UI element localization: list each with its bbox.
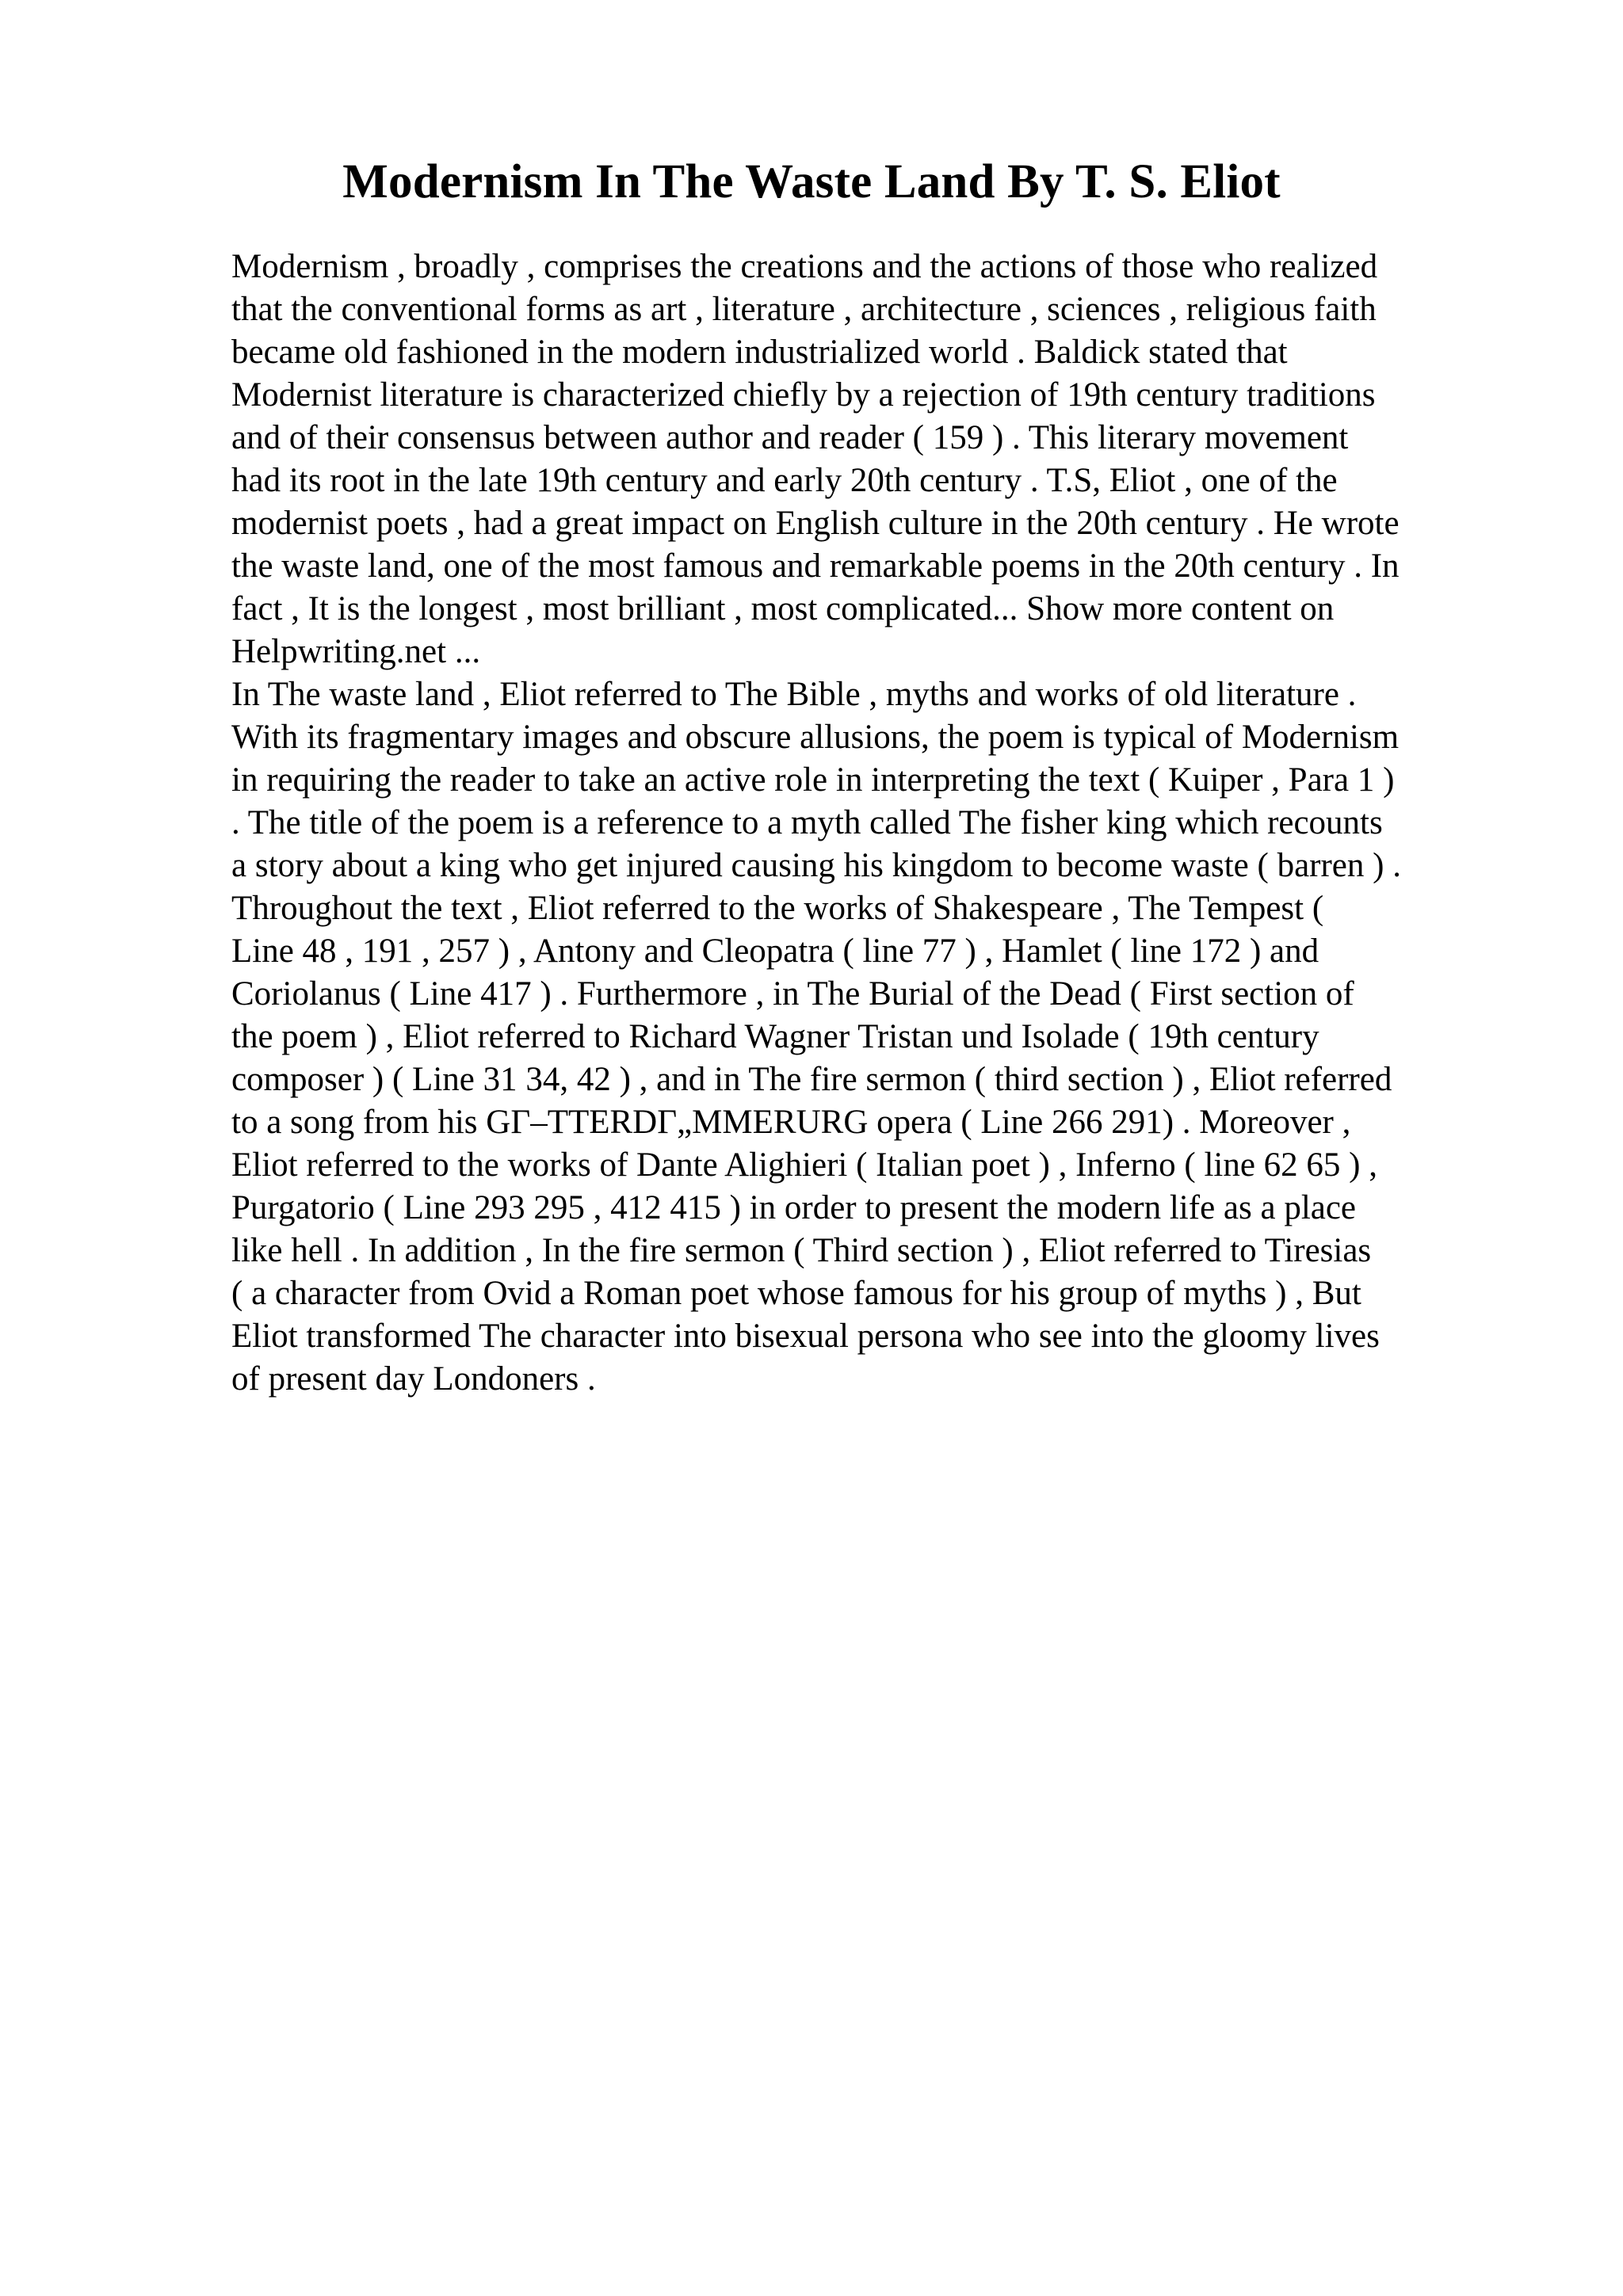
text-line: like hell . In addition , In the fire sermon ( Third section ) , Eliot referred to Tiresias: [231, 1232, 1372, 1269]
text-line: With its fragmentary images and obscure allusions, the poem is typical of Modernism: [231, 719, 1400, 756]
text-line: composer ) ( Line 31 34, 42 ) , and in The fire sermon ( third section ) , Eliot referred: [231, 1061, 1392, 1098]
text-line: Eliot transformed The character into bisexual persona who see into the gloomy lives: [231, 1318, 1380, 1355]
text-line: Modernist literature is characterized chiefly by a rejection of 19th century traditions: [231, 376, 1376, 414]
document-title: Modernism In The Waste Land By T. S. Eliot: [342, 155, 1281, 208]
text-line: fact , It is the longest , most brilliant , most complicated... Show more content on: [231, 590, 1335, 627]
text-line: Purgatorio ( Line 293 295 , 412 415 ) in order to present the modern life as a place: [231, 1189, 1357, 1226]
text-line: that the conventional forms as art , literature , architecture , sciences , religious faith: [231, 291, 1377, 328]
text-line: the waste land, one of the most famous and remarkable poems in the 20th century . In: [231, 547, 1400, 585]
text-line: a story about a king who get injured causing his kingdom to become waste ( barren ) .: [231, 847, 1401, 884]
text-line: became old fashioned in the modern industrialized world . Baldick stated that: [231, 334, 1288, 371]
text-line: in requiring the reader to take an active role in interpreting the text ( Kuiper , Para 1 ): [231, 761, 1395, 799]
text-line: Line 48 , 191 , 257 ) , Antony and Cleopatra ( line 77 ) , Hamlet ( line 172 ) and: [231, 933, 1319, 970]
text-line: to a song from his GΓ–TTERDΓ„MMERURG opera ( Line 266 291) . Moreover ,: [231, 1104, 1351, 1141]
text-line: . The title of the poem is a reference to a myth called The fisher king which recounts: [231, 804, 1383, 841]
text-line: Helpwriting.net ...: [231, 633, 481, 670]
text-line: of present day Londoners .: [231, 1360, 596, 1398]
text-line: Coriolanus ( Line 417 ) . Furthermore , in The Burial of the Dead ( First section of: [231, 975, 1354, 1013]
document-body: [231, 246, 1507, 1401]
text-line: Modernism , broadly , comprises the creations and the actions of those who realized: [231, 248, 1378, 285]
text-line: had its root in the late 19th century and early 20th century . T.S, Eliot , one of the: [231, 462, 1338, 499]
text-line: Throughout the text , Eliot referred to the works of Shakespeare , The Tempest (: [231, 890, 1324, 927]
text-line: modernist poets , had a great impact on English culture in the 20th century . He wrote: [231, 505, 1400, 542]
text-line: In The waste land , Eliot referred to The Bible , myths and works of old literature .: [231, 676, 1357, 713]
text-line: ( a character from Ovid a Roman poet whose famous for his group of myths ) , But: [231, 1275, 1361, 1312]
text-line: and of their consensus between author and reader ( 159 ) . This literary movement: [231, 419, 1349, 456]
text-line: Eliot referred to the works of Dante Alighieri ( Italian poet ) , Inferno ( line 62 65 ) ,: [231, 1146, 1378, 1184]
text-line: the poem ) , Eliot referred to Richard Wagner Tristan und Isolade ( 19th century: [231, 1018, 1319, 1055]
